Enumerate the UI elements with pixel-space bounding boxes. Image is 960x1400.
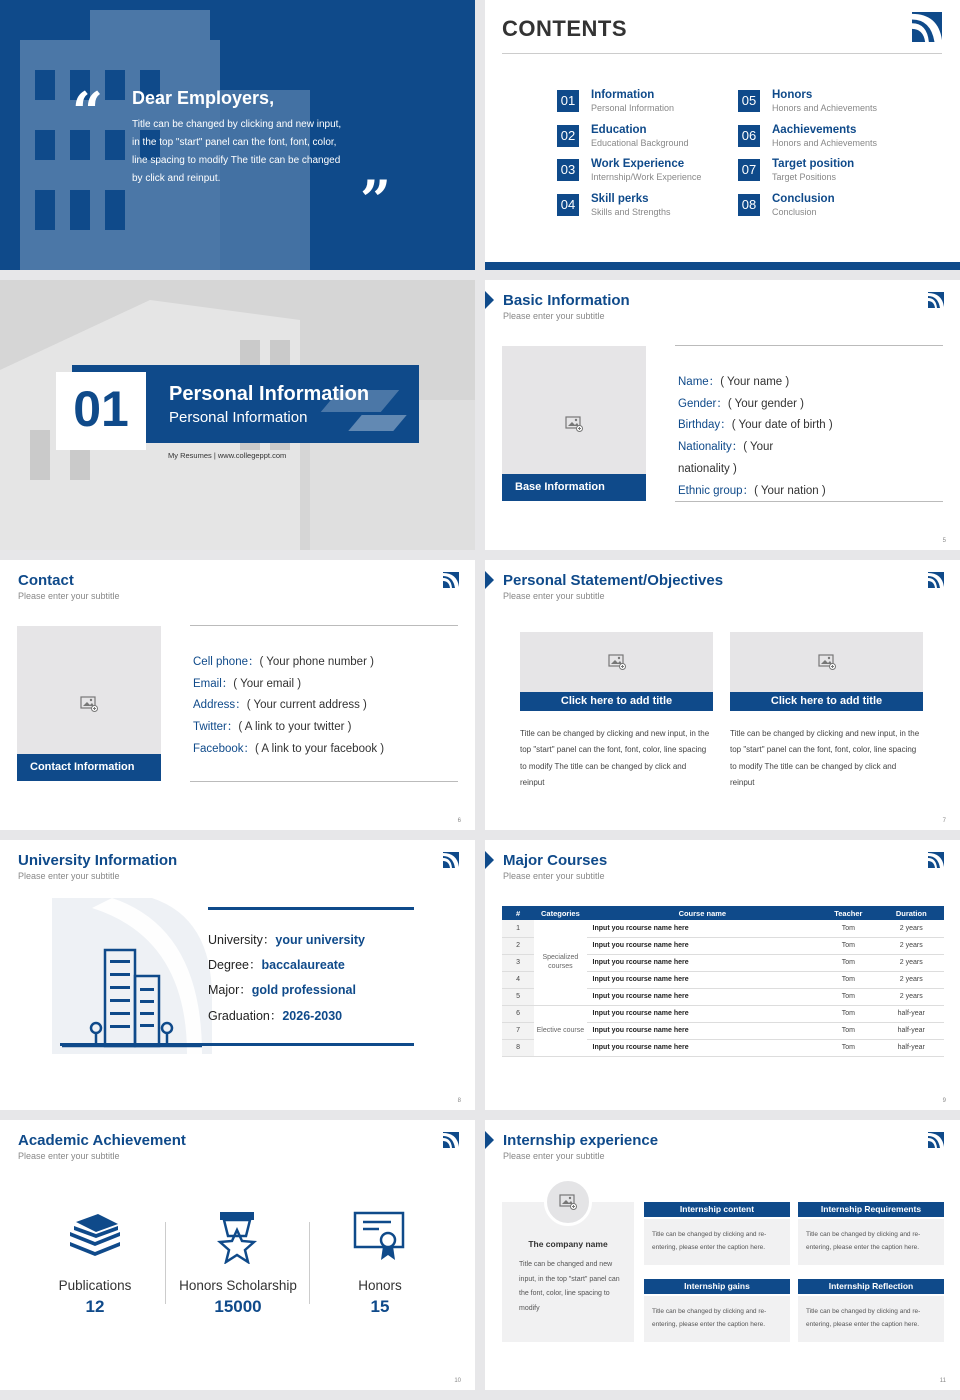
image-caption: Contact Information	[17, 754, 161, 781]
row-number: 6	[502, 1005, 534, 1022]
duration-cell[interactable]: half-year	[879, 1039, 944, 1056]
building-illustration-icon	[52, 898, 212, 1054]
slide-academic-achievement	[0, 1120, 475, 1390]
contents-item-number: 03	[557, 159, 579, 181]
course-name-cell[interactable]: Input you rcourse name here	[587, 988, 819, 1005]
table-header-cell: #	[502, 906, 534, 920]
logo-icon	[928, 852, 944, 868]
info-value[interactable]: ( Your phone number )	[259, 656, 374, 668]
slide-subtitle: Please enter your subtitle	[503, 1151, 605, 1161]
info-row	[678, 415, 833, 437]
contents-item-number: 01	[557, 90, 579, 112]
slide-contact	[0, 560, 475, 830]
slide-subtitle: Please enter your subtitle	[18, 871, 120, 881]
course-name-cell[interactable]: Input you rcourse name here	[587, 1005, 819, 1022]
slide-section-divider	[0, 280, 475, 550]
certificate-icon	[353, 1210, 405, 1262]
slide-title: Major Courses	[503, 852, 608, 869]
slide-contents	[485, 0, 960, 270]
company-title: The company name	[528, 1239, 608, 1249]
info-value[interactable]: your university	[275, 933, 365, 947]
card-image-placeholder[interactable]	[730, 632, 923, 692]
info-label: Name：	[678, 376, 721, 388]
course-name-cell[interactable]: Input you rcourse name here	[587, 954, 819, 971]
slide-title: Internship experience	[503, 1132, 659, 1149]
internship-card-body: Title can be changed by clicking and re-entering, please enter the caption here.	[798, 1219, 944, 1265]
info-row	[678, 481, 833, 503]
stat-label: Honors Scholarship	[179, 1278, 297, 1293]
image-icon	[608, 654, 626, 670]
row-number: 3	[502, 954, 534, 971]
course-name-cell[interactable]: Input you rcourse name here	[587, 937, 819, 954]
slide-subtitle: Please enter your subtitle	[503, 591, 605, 601]
stack-icon	[68, 1212, 122, 1258]
internship-card-title[interactable]: Internship content	[644, 1202, 790, 1217]
header-arrow-icon	[485, 1131, 494, 1149]
card-title[interactable]: Click here to add title	[730, 692, 923, 711]
info-label: Twitter：	[193, 721, 239, 734]
duration-cell[interactable]: half-year	[879, 1005, 944, 1022]
page-number: 10	[454, 1378, 461, 1384]
contents-item-subtitle: Honors and Achievements	[772, 137, 878, 148]
contents-title: CONTENTS	[502, 16, 627, 41]
contents-item-title[interactable]: Aachievements	[772, 123, 857, 136]
duration-cell[interactable]: 2 years	[879, 937, 944, 954]
duration-cell[interactable]: 2 years	[879, 971, 944, 988]
info-label: Birthday：	[678, 419, 732, 432]
info-row	[193, 739, 384, 761]
teacher-cell[interactable]: Tom	[818, 920, 878, 937]
divider	[190, 625, 458, 626]
course-name-cell[interactable]: Input you rcourse name here	[587, 920, 819, 937]
section-subtitle: Personal Information	[169, 409, 308, 426]
header-arrow-icon	[485, 851, 494, 869]
divider	[190, 781, 458, 782]
contents-item-number: 06	[738, 125, 760, 147]
info-label: Graduation：	[208, 1008, 283, 1023]
category-cell: Specialized courses	[534, 920, 586, 1005]
stat-value: 15	[370, 1297, 390, 1316]
course-name-cell[interactable]: Input you rcourse name here	[587, 1039, 819, 1056]
info-label: University：	[208, 933, 276, 947]
stat-label: Publications	[58, 1278, 132, 1293]
card-body: Title can be changed by clicking and new input, in the top "start" panel can the font, font, color, line spacing to modify The title can be changed by click and reinput	[730, 729, 920, 787]
image-icon	[818, 654, 836, 670]
table-header-row	[502, 906, 944, 920]
duration-cell[interactable]: 2 years	[879, 954, 944, 971]
divider	[675, 501, 943, 502]
card-body: Title can be changed by clicking and new input, in the top "start" panel can the font, font, color, line spacing to modify The title can be changed by click and reinput	[520, 729, 710, 787]
university-row	[208, 978, 365, 1003]
info-value[interactable]: baccalaureate	[261, 958, 345, 973]
info-value[interactable]: nationality )	[678, 462, 737, 475]
internship-card-body: Title can be changed by clicking and re-entering, please enter the caption here.	[644, 1219, 790, 1265]
logo-icon	[928, 572, 944, 588]
contents-item-title[interactable]: Honors	[772, 89, 813, 101]
divider	[675, 345, 943, 346]
page-number: 7	[942, 818, 946, 824]
internship-card-title[interactable]: Internship Reflection	[798, 1279, 944, 1294]
contents-item-title[interactable]: Target position	[772, 158, 855, 170]
info-label: Cell phone：	[193, 656, 260, 668]
table-header-cell: Course name	[587, 906, 819, 920]
card-image-placeholder[interactable]	[520, 632, 713, 692]
section-title: Personal Information	[169, 383, 370, 405]
internship-card-body: Title can be changed by clicking and re-entering, please enter the caption here.	[798, 1296, 944, 1342]
card-title[interactable]: Click here to add title	[520, 692, 713, 711]
section-footer: My Resumes | www.collegeppt.com	[168, 451, 287, 460]
company-logo-placeholder[interactable]	[544, 1178, 592, 1226]
contents-item-number: 08	[738, 194, 760, 216]
logo-icon	[443, 572, 459, 588]
basic-info-list	[678, 372, 833, 502]
info-value[interactable]: ( Your nation )	[754, 484, 826, 497]
info-row	[193, 695, 384, 717]
contents-item-title[interactable]: Skill perks	[591, 192, 649, 205]
slide-title: Academic Achievement	[18, 1132, 186, 1149]
divider	[502, 53, 942, 54]
slide-title: University Information	[18, 852, 178, 869]
logo-icon	[443, 1132, 459, 1148]
duration-cell[interactable]: 2 years	[879, 988, 944, 1005]
info-value[interactable]: 2026-2030	[282, 1008, 343, 1023]
row-number: 4	[502, 971, 534, 988]
contents-item-subtitle: Educational Background	[591, 137, 689, 148]
university-row	[208, 1004, 365, 1029]
contents-item-subtitle: Skills and Strengths	[591, 206, 671, 217]
slide-major-courses	[485, 840, 960, 1110]
teacher-cell[interactable]: Tom	[818, 1022, 878, 1039]
course-name-cell[interactable]: Input you rcourse name here	[587, 1022, 819, 1039]
divider	[309, 1222, 310, 1304]
company-body: Title can be changed and new input, in the top "start" panel can the font, color, line spacing to modify	[519, 1261, 620, 1312]
slide-subtitle: Please enter your subtitle	[18, 1151, 120, 1161]
contents-item-number: 04	[557, 194, 579, 216]
info-value[interactable]: ( Your name )	[720, 376, 790, 388]
page-number: 9	[942, 1098, 946, 1104]
page-number: 6	[457, 818, 461, 824]
slide-basic-information	[485, 280, 960, 550]
slide-university-information	[0, 840, 475, 1110]
info-label: Gender：	[678, 397, 728, 410]
info-label: Degree：	[208, 958, 262, 973]
row-number: 1	[502, 920, 534, 937]
info-label: Nationality：	[678, 441, 744, 454]
contents-item-number: 02	[557, 125, 579, 147]
university-info-list	[208, 928, 365, 1029]
stat-label: Honors	[358, 1278, 402, 1293]
row-number: 8	[502, 1039, 534, 1056]
info-row	[678, 437, 833, 459]
slide-subtitle: Please enter your subtitle	[503, 871, 605, 881]
table-header-cell: Teacher	[818, 906, 878, 920]
slide-cover-letter	[0, 0, 475, 270]
info-row	[678, 459, 833, 481]
table-row	[502, 920, 944, 937]
info-row	[193, 652, 384, 674]
university-row	[208, 928, 365, 953]
contents-item-number: 07	[738, 159, 760, 181]
info-value[interactable]: ( Your email )	[233, 677, 302, 690]
internship-card-body: Title can be changed by clicking and re-entering, please enter the caption here.	[644, 1296, 790, 1342]
slide-title: Basic Information	[503, 292, 630, 309]
slide-title: Personal Statement/Objectives	[503, 572, 724, 589]
contents-item-number: 05	[738, 90, 760, 112]
divider	[60, 1043, 414, 1046]
table-header-cell: Duration	[879, 906, 944, 920]
teacher-cell[interactable]: Tom	[818, 1005, 878, 1022]
header-arrow-icon	[485, 571, 494, 589]
image-icon	[80, 696, 98, 712]
logo-icon	[928, 1132, 944, 1148]
table-header-cell: Categories	[534, 906, 586, 920]
medal-icon	[216, 1210, 258, 1264]
logo-icon	[912, 12, 942, 42]
image-icon	[565, 416, 583, 432]
info-label: Facebook：	[193, 742, 256, 755]
info-value[interactable]: ( A link to your twitter )	[238, 721, 352, 734]
row-number: 7	[502, 1022, 534, 1039]
row-number: 5	[502, 988, 534, 1005]
page-number: 11	[939, 1378, 946, 1384]
contents-item-title[interactable]: Conclusion	[772, 192, 835, 205]
slide-title: Contact	[18, 572, 74, 589]
stat-value: 12	[85, 1297, 105, 1316]
page-number: 5	[942, 538, 946, 544]
teacher-cell[interactable]: Tom	[818, 1039, 878, 1056]
slide-personal-statement	[485, 560, 960, 830]
slide-internship-experience	[485, 1120, 960, 1390]
section-number: 01	[73, 381, 129, 437]
teacher-cell[interactable]: Tom	[818, 988, 878, 1005]
internship-card-title[interactable]: Internship gains	[644, 1279, 790, 1294]
duration-cell[interactable]: half-year	[879, 1022, 944, 1039]
info-row	[193, 674, 384, 696]
contact-info-list	[193, 652, 384, 761]
info-label: Email：	[193, 677, 234, 690]
image-caption: Base Information	[502, 474, 646, 501]
category-cell: Elective course	[534, 1005, 586, 1056]
course-name-cell[interactable]: Input you rcourse name here	[587, 971, 819, 988]
stat-value: 15000	[214, 1297, 262, 1316]
slide-subtitle: Please enter your subtitle	[18, 591, 120, 601]
info-row	[678, 394, 833, 416]
info-value[interactable]: ( A link to your facebook )	[255, 742, 385, 755]
contents-item-subtitle: Conclusion	[772, 206, 817, 217]
info-label: Major：	[208, 983, 252, 998]
bottom-bar	[485, 262, 960, 270]
teacher-cell[interactable]: Tom	[818, 937, 878, 954]
info-value[interactable]: ( Your gender )	[727, 397, 804, 410]
contents-item-subtitle: Internship/Work Experience	[591, 172, 702, 182]
internship-card-title[interactable]: Internship Requirements	[798, 1202, 944, 1217]
info-label: Address：	[193, 699, 247, 712]
cover-title: Dear Employers,	[132, 88, 275, 108]
info-label: Ethnic group：	[678, 484, 755, 497]
contents-item-title[interactable]: Work Experience	[591, 158, 685, 170]
info-value[interactable]: gold professional	[251, 983, 356, 998]
teacher-cell[interactable]: Tom	[818, 971, 878, 988]
contents-item-subtitle: Personal Information	[591, 103, 675, 113]
logo-icon	[928, 292, 944, 308]
cover-body: Title can be changed by clicking and new input, in the top "start" panel can the font, font, color, line spacing to modify The title can be changed by click and reinput.	[132, 119, 342, 184]
open-quote-icon: “	[72, 80, 104, 144]
duration-cell[interactable]: 2 years	[879, 920, 944, 937]
info-row	[678, 372, 833, 394]
row-number: 2	[502, 937, 534, 954]
divider	[165, 1222, 166, 1304]
teacher-cell[interactable]: Tom	[818, 954, 878, 971]
info-value[interactable]: ( Your current address )	[246, 699, 367, 712]
contents-item-subtitle: Honors and Achievements	[772, 103, 878, 113]
logo-icon	[443, 852, 459, 868]
info-row	[193, 717, 384, 739]
image-icon	[559, 1194, 577, 1210]
slide-subtitle: Please enter your subtitle	[503, 311, 605, 321]
page-number: 8	[457, 1098, 461, 1104]
header-arrow-icon	[485, 291, 494, 309]
contents-item-subtitle: Target Positions	[772, 172, 837, 182]
university-row	[208, 953, 365, 978]
info-value[interactable]: ( Your date of birth )	[731, 419, 833, 432]
contents-item-title[interactable]: Information	[591, 89, 655, 101]
courses-table	[502, 906, 944, 1057]
table-row	[502, 1005, 944, 1022]
contents-item-title[interactable]: Education	[591, 123, 647, 136]
close-quote-icon: ”	[360, 168, 392, 232]
divider	[208, 907, 414, 910]
info-value[interactable]: ( Your	[743, 441, 774, 454]
